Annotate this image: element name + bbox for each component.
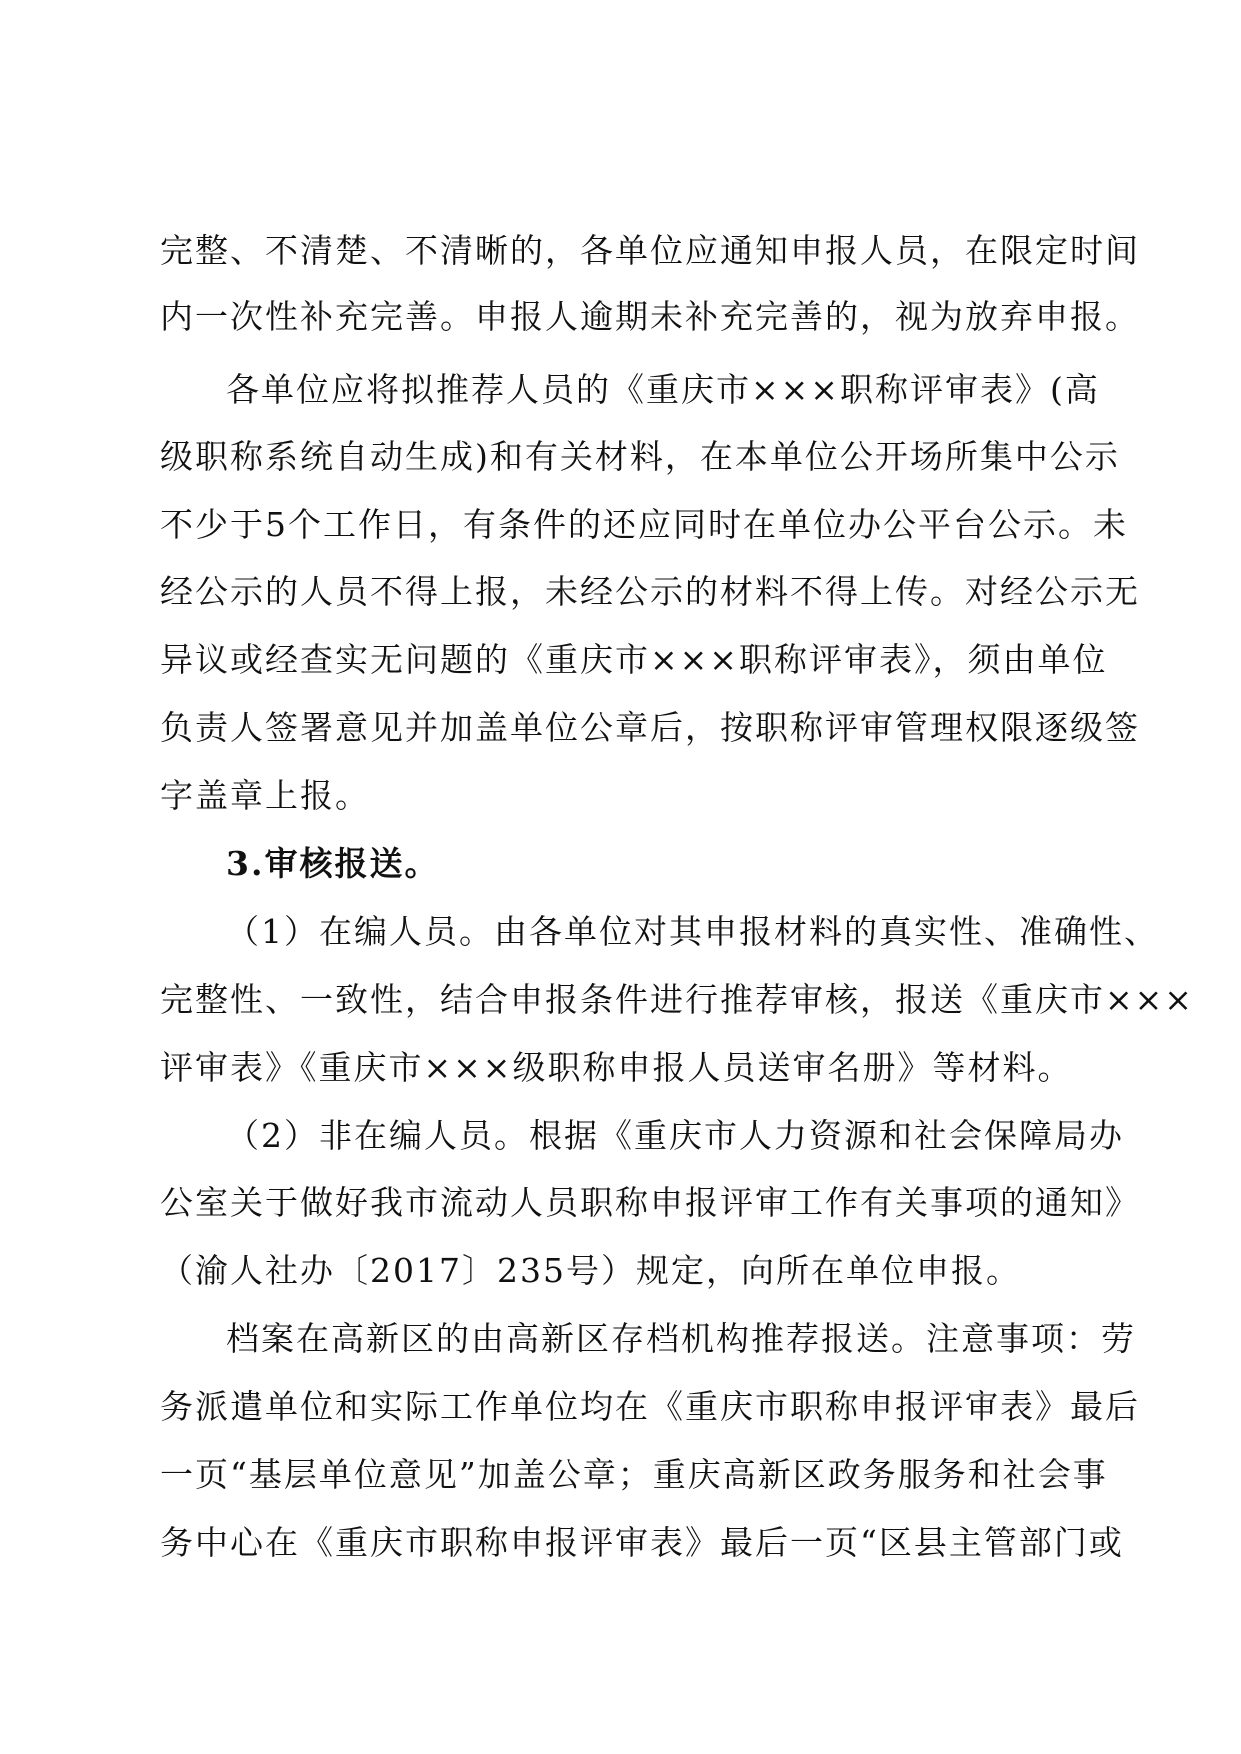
paragraph-line: 务派遣单位和实际工作单位均在《重庆市职称申报评审表》最后 — [160, 1387, 1140, 1426]
paragraph-line: 一页“基层单位意见”加盖公章；重庆高新区政务服务和社会事 — [160, 1455, 1108, 1494]
paragraph-line: 字盖章上报。 — [160, 776, 370, 815]
paragraph-line: 档案在高新区的由高新区存档机构推荐报送。注意事项：劳 — [226, 1319, 1136, 1358]
paragraph-line: （渝人社办〔2017〕235号）规定，向所在单位申报。 — [160, 1251, 1021, 1290]
paragraph-line: 各单位应将拟推荐人员的《重庆市×××职称评审表》(高 — [226, 370, 1100, 409]
paragraph-line: 内一次性补充完善。申报人逾期未补充完善的，视为放弃申报。 — [160, 297, 1140, 336]
paragraph-line: 负责人签署意见并加盖单位公章后，按职称评审管理权限逐级签 — [160, 708, 1140, 747]
paragraph-line: 公室关于做好我市流动人员职称申报评审工作有关事项的通知》 — [160, 1183, 1140, 1222]
paragraph-line: 经公示的人员不得上报，未经公示的材料不得上传。对经公示无 — [160, 572, 1140, 611]
section-heading: 3.审核报送。 — [226, 844, 440, 883]
paragraph-line: （2）非在编人员。根据《重庆市人力资源和社会保障局办 — [226, 1116, 1124, 1155]
paragraph-line: 级职称系统自动生成)和有关材料，在本单位公开场所集中公示 — [160, 437, 1120, 476]
paragraph-line: 完整、不清楚、不清晰的，各单位应通知申报人员，在限定时间 — [160, 231, 1140, 270]
paragraph-line: （1）在编人员。由各单位对其申报材料的真实性、准确性、 — [226, 912, 1159, 951]
paragraph-line: 异议或经查实无问题的《重庆市×××职称评审表》，须由单位 — [160, 640, 1108, 679]
paragraph-line: 完整性、一致性，结合申报条件进行推荐审核，报送《重庆市××× — [160, 980, 1194, 1019]
paragraph-line: 不少于5个工作日，有条件的还应同时在单位办公平台公示。未 — [160, 505, 1128, 544]
paragraph-line: 评审表》《重庆市×××级职称申报人员送审名册》等材料。 — [160, 1048, 1073, 1087]
paragraph-line: 务中心在《重庆市职称申报评审表》最后一页“区县主管部门或 — [160, 1523, 1124, 1562]
